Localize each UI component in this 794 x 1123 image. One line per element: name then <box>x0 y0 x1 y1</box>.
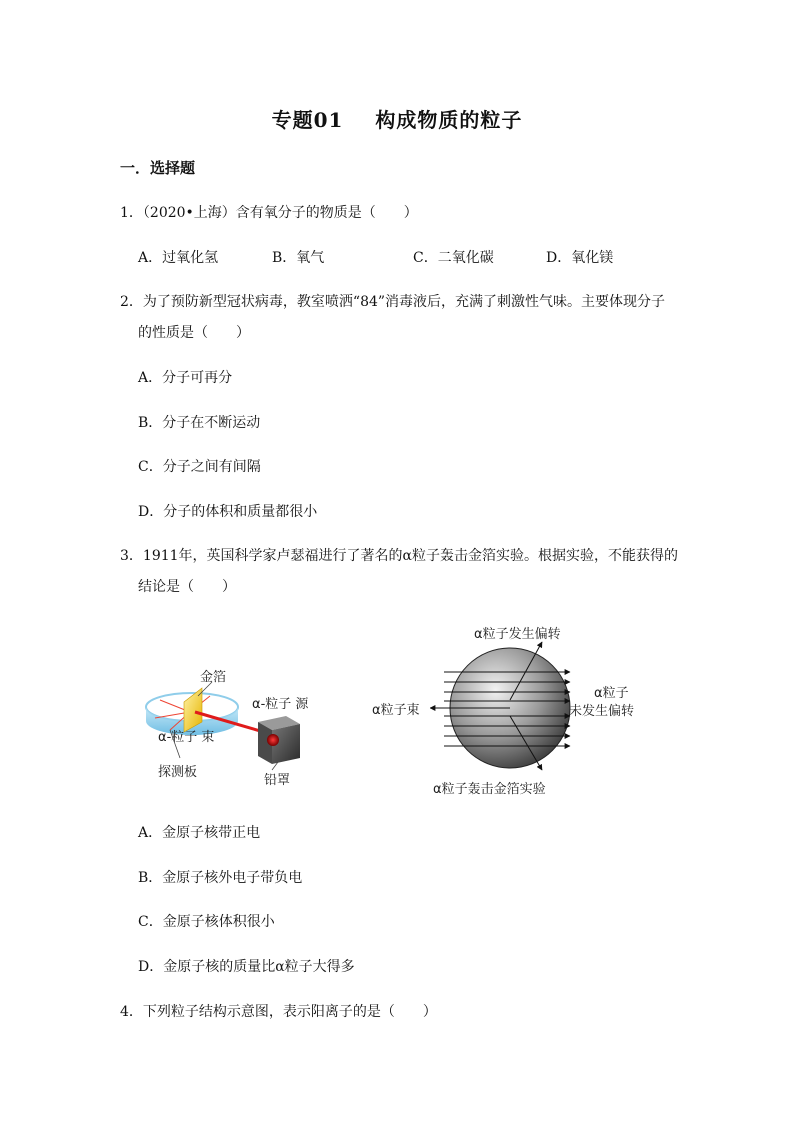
q1-option-b: B．氧气 <box>272 250 325 266</box>
label-gold-foil: 金箔 <box>200 670 227 685</box>
question-2-stem-line2: 的性质是（ ） <box>138 325 250 341</box>
question-2-stem-line1: 2．为了预防新型冠状病毒，教室喷洒“84”消毒液后，充满了刺激性气味。主要体现分子 <box>120 294 666 310</box>
q1-option-a: A．过氧化氢 <box>138 250 219 266</box>
q1-option-d: D．氧化镁 <box>546 250 614 266</box>
diagram-caption: α粒子轰击金箔实验 <box>433 782 546 797</box>
question-4-stem: 4．下列粒子结构示意图，表示阳离子的是（ ） <box>120 1004 437 1020</box>
q3-option-d: D．金原子核的质量比α粒子大得多 <box>138 959 355 975</box>
q3-option-b: B．金原子核外电子带负电 <box>138 870 303 886</box>
title-number: 专题01 <box>271 108 344 132</box>
label-alpha-beam-right: α粒子束 <box>372 703 420 718</box>
label-deflected: α粒子发生偏转 <box>474 627 561 642</box>
label-alpha-source: α-粒子 源 <box>252 697 309 712</box>
q2-option-c: C．分子之间有间隔 <box>138 459 261 475</box>
q3-option-c: C．金原子核体积很小 <box>138 914 275 930</box>
scattering-diagram <box>430 640 580 780</box>
question-3-stem-line2: 结论是（ ） <box>138 579 236 595</box>
label-undeflected-line2: 未发生偏转 <box>569 704 635 719</box>
question-1-stem: 1．（2020•上海）含有氧分子的物质是（ ） <box>120 205 418 221</box>
radiation-source <box>267 734 279 746</box>
page-title <box>0 104 794 133</box>
section-heading: 一．选择题 <box>120 159 196 177</box>
label-alpha-beam: α-粒子 束 <box>158 730 215 745</box>
question-3-stem-line1: 3．1911年，英国科学家卢瑟福进行了著名的α粒子轰击金箔实验。根据实验，不能获得的 <box>120 548 678 564</box>
label-undeflected-line1: α粒子 <box>594 686 629 701</box>
q2-option-b: B．分子在不断运动 <box>138 415 261 431</box>
q2-option-d: D．分子的体积和质量都很小 <box>138 504 318 520</box>
label-detector: 探测板 <box>158 765 198 780</box>
q2-option-a: A．分子可再分 <box>138 370 233 386</box>
q1-option-c: C．二氧化碳 <box>413 250 494 266</box>
label-lead-shield: 铅罩 <box>264 773 291 788</box>
q3-option-a: A．金原子核带正电 <box>138 825 261 841</box>
title-topic: 构成物质的粒子 <box>375 108 523 132</box>
